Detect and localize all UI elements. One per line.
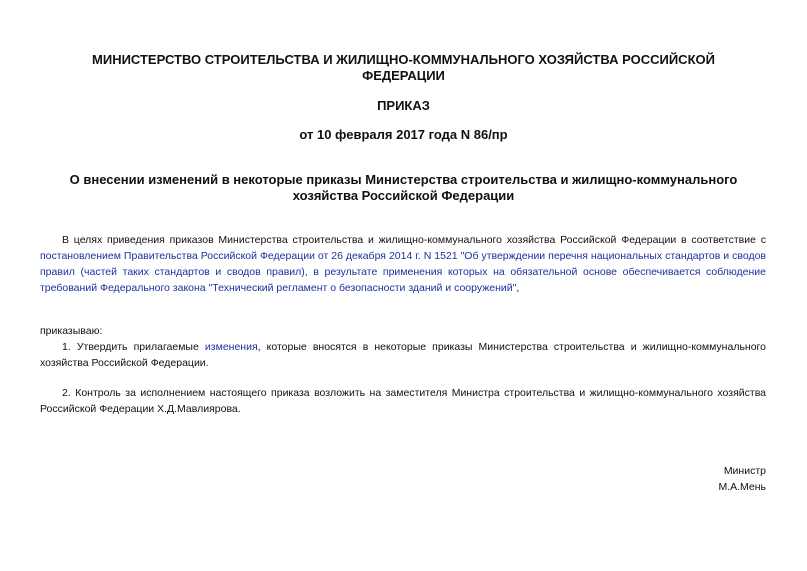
- order-item-2: 2. Контроль за исполнением настоящего приказа возложить на заместителя Министра строительства и жилищно-коммунального хозяйства Российской Федерации Х.Д.Мавлиярова.: [40, 387, 766, 415]
- intro-text-end: ,: [516, 282, 520, 294]
- government-decree-link[interactable]: постановлением Правительства Российской Федерации от 26 декабря 2014 г. N 1521 "Об утверждении перечня национальных стандартов и сводов правил (частей таких стандартов и сводов правил), в результате применения которых на обязательной основе обеспечивается соблюдение требований Федерального закона "Технический регламент о безопасности зданий и сооружений": [40, 250, 766, 294]
- order-item-1: [40, 339, 766, 371]
- item1-text-end: , которые вносятся в некоторые приказы Министерства строительства и жилищно-коммунального хозяйства Российской Федерации.: [40, 341, 766, 369]
- document-subject: О внесении изменений в некоторые приказы Министерства строительства и жилищно-коммунального хозяйства Российской Федерации: [69, 172, 738, 203]
- signature-position: Министр: [723, 465, 766, 477]
- intro-text-start: В целях приведения приказов Министерства строительства и жилищно-коммунального хозяйства Российской Федерации в соответствие с: [62, 234, 766, 246]
- document-type: ПРИКАЗ: [377, 98, 430, 113]
- order-word: приказываю:: [40, 325, 103, 337]
- signature-name: М.А.Мень: [718, 481, 766, 493]
- document-date-number: от 10 февраля 2017 года N 86/пр: [299, 127, 508, 142]
- ministry-title: МИНИСТЕРСТВО СТРОИТЕЛЬСТВА И ЖИЛИЩНО-КОММУНАЛЬНОГО ХОЗЯЙСТВА РОССИЙСКОЙ ФЕДЕРАЦИИ: [92, 52, 715, 83]
- item1-text-start: 1. Утвердить прилагаемые: [62, 341, 205, 353]
- changes-link[interactable]: изменения: [204, 341, 258, 353]
- intro-paragraph: [40, 232, 766, 296]
